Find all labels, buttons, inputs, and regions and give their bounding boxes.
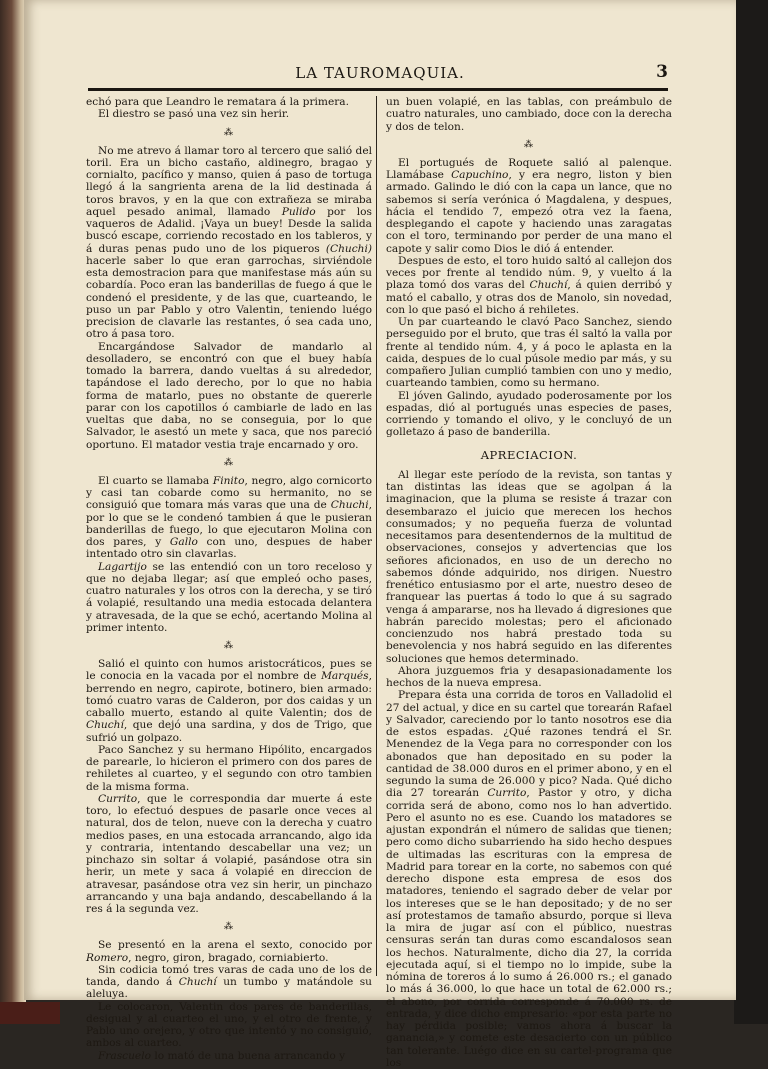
paragraph: Se presentó en la arena el sexto, conocido por Romero, negro, giron, bragado, corniabierto. <box>86 939 372 964</box>
paragraph: Ahora juzguemos fria y desapasionadamente los hechos de la nueva empresa. <box>386 664 672 689</box>
header-rule <box>88 88 668 91</box>
paragraph: Un par cuarteando le clavó Paco Sanchez, siendo perseguido por el bruto, que tras él saltó la valla por frente al tendido núm. 4, y á poco le aplasta en la caida, despues de lo cual púsole medio par más, y su compañero Julian cumplió tambien con uno y medio, cuarteando tambien, como su hermano. <box>386 316 672 390</box>
paragraph: Despues de esto, el toro huido saltó al callejon dos veces por frente al tendido núm. 9, y vuelto á la plaza tomó dos varas del Chuchí, á quien derribó y mató el caballo, y otras dos de Manolo, sin novedad, con lo que pasó el bicho á rehiletes. <box>386 254 673 316</box>
newspaper-page <box>24 0 736 1069</box>
paragraph: Paco Sanchez y su hermano Hipólito, encargados de parearle, lo hicieron el primero con dos pares de rehiletes al cuarteo, y el segundo con otro tambien de la misma forma. <box>86 743 372 793</box>
asterism-divider: ⁂ <box>224 457 234 468</box>
book-binding-corner <box>0 1002 60 1024</box>
paragraph: Frascuelo lo mató de una buena arrancando y <box>98 1049 346 1062</box>
book-binding-left <box>0 0 26 1024</box>
paragraph: No me atrevo á llamar toro al tercero que salió del toril. Era un bicho castaño, aldinegro, bragao y cornialto, pacífico y manso, quien á paso de tortuga llegó á la sangrienta arena de la lid destinada á toros bravos, y en la que con extrañeza se miraba aquel pesado animal, llamado Pulido por los vaqueros de Adalid. ¡Vaya un buey! Desde la salida buscó escape, corriendo recostado en los tableros, y á duras penas pudo uno de los piqueros (Chuchi) hacerle saber lo que eran garrochas, sirviéndole esta demostracion para que manifestase más aún su cobardía. Poco eran las banderillas de fuego á que le condenó el presidente, y de las que, cuarteando, le puso un par Pablo y otro Valentin, teniendo luégo precision de clavarle las restantes, ó sea cada uno, otro á pasa toro. <box>86 144 372 341</box>
paragraph: El jóven Galindo, ayudado poderosamente por los espadas, dió al portugués unas especies de pases, corriendo y tomando el olivo, y le concluyó de un golletazo á paso de banderilla. <box>386 389 672 439</box>
page-header <box>24 60 736 88</box>
asterism-divider: ⁂ <box>224 922 234 933</box>
right-column <box>386 96 672 1069</box>
paragraph: Sin codicia tomó tres varas de cada uno de los de tanda, dando á Chuchí un tumbo y matándole su aleluya. <box>86 963 373 1001</box>
left-column <box>86 96 372 1062</box>
paragraph: Al llegar este período de la revista, son tantas y tan distintas las ideas que se agolpan á la imaginacion, que la pluma se resiste á trazar con desembarazo el juicio que merecen los hechos consumados; y no pequeña fuerza de voluntad necesitamos para desentendernos de la multitud de observaciones, consejos y advertencias que los señores aficionados, en uso de un derecho no sabemos dónde adquirido, nos dirigen. Nuestro frenético entusiasmo por el arte, nuestro deseo de franquear las puertas á todo lo que á su sagrado venga á ampararse, nos ha llevado á digresiones que habrán parecido molestas; pero el aficionado concienzudo nos habrá prestado toda su benevolencia y nos habrá seguido en las diferentes soluciones que hemos determinado. <box>386 468 672 665</box>
paragraph: Le colocaron, Valentin dos pares de banderillas, desigual y al cuarteo el uno, y el otro de frente, y Pablo uno orejero, y otro que intentó y no consiguió, ambos al cuarteo. <box>86 1000 372 1050</box>
paragraph: Lagartijo se las entendió con un toro receloso y que no dejaba llegar; así que empleó ocho pases, cuatro naturales y los otros con la derecha, y se tiró á volapié, resultando una media estocada delantera y atravesada, de la que se echó, acertando Molina al primer intento. <box>86 560 372 634</box>
paragraph: echó para que Leandro le rematara á la primera. <box>86 96 349 108</box>
paragraph: El diestro se pasó una vez sin herir. <box>98 108 290 121</box>
paragraph: Prepara ésta una corrida de toros en Valladolid el 27 del actual, y dice en su cartel que torearán Rafael y Salvador, careciendo por lo tanto nosotros ese dia de estos espadas. ¿Qué razones tendrá el Sr. Menendez de la Vega para no corresponder con los abonados que han depositado en su poder la cantidad de 38.000 duros en el primer abono, y en el segundo la suma de 26.000 y pico? Nada. Qué dicho dia 27 torearán Currito, Pastor y otro, y dicha corrida será de abono, como nos lo han advertido. Pero el asunto no es ese. Cuando los matadores se ajustan expondrán el número de salidas que tienen; pero como dicho subarriendo ha sido hecho despues de ultimadas las escrituras con la empresa de Madrid para torear en la corte, no sabemos con qué derecho dispone esta empresa de esos dos matadores, teniendo el sagrado deber de velar por los intereses que se le han depositado; y de no ser así protestamos de tamaño absurdo, porque si lleva la mira de jugar así con el público, nuestras censuras serán tan duras como escandalosos sean los hechos. Naturalmente, dicho dia 27, la corrida ejecutada aquí, si el tiempo no lo impide, sube la nómina de toreros á lo sumo á 26.000 rs.; el ganado lo más á 36.000, lo que hace un total de 62.000 rs.; el abono, por corrida corresponde á 70.000 rs. de entrada, y dice dicho empresario: «por esta parte no hay pérdida posible; vamos ahora á buscar la ganancia,» y comete este desacierto con un público tan tolerante. Luégo dice en su cartel-programa que los <box>386 689 672 1069</box>
paragraph: El portugués de Roquete salió al palenque. Llamábase Capuchino, y era negro, liston y bien armado. Galindo le dió con la capa un lance, que no sabemos si sería verónica ó Magdalena, y despues, hácia el tendido 7, empezó otra vez la faena, desplegando el capote y haciendo unas zaragatas con el toro, terminando por perder de una mano el capote y salir como Dios le dió á entender. <box>386 156 672 255</box>
asterism-divider: ⁂ <box>224 641 234 651</box>
asterism-divider: ⁂ <box>524 139 534 150</box>
running-title: LA TAUROMAQUIA. <box>295 64 465 82</box>
paragraph: Encargándose Salvador de mandarlo al desolladero, se encontró con que el buey había tomado la barrera, dando vueltas á su alrededor, tapándose el lado derecho, por lo que no habia forma de matarlo, pues no obstante de quererle parar con los capotillos ó cambiarle de lado en las vueltas que daba, no se conseguia, por lo que Salvador, le asestó un mete y saca, que nos pareció oportuno. El matador vestia traje encarnado y oro. <box>86 340 372 451</box>
page-edge-shadow <box>734 0 768 1024</box>
paragraph: Salió el quinto con humos aristocráticos, pues se le conocia en la vacada por el nombre de Marqués, berrendo en negro, capirote, botinero, bien armado: tomó cuatro varas de Calderon, por dos caidas y un caballo muerto, estando al quite Valentin; dos de Chuchí, que dejó una sardina, y dos de Trigo, que sufrió un golpazo. <box>86 658 372 744</box>
paragraph: un buen volapié, en las tablas, con preámbulo de cuatro naturales, uno cambiado, doce con la derecha y dos de telon. <box>386 96 672 133</box>
section-heading: APRECIACION. <box>480 447 578 462</box>
page-number: 3 <box>656 62 668 82</box>
column-divider <box>376 96 377 976</box>
paragraph: Currito, que le correspondia dar muerte á este toro, lo efectuó despues de pasarle once veces al natural, dos de telon, nueve con la derecha y cuatro medios pases, en una estocada arrancando, algo ida y contraria, intentando descabellar una vez; un pinchazo sin soltar á volapié, pasándose otra sin herir, un mete y saca á volapié en direccion de atravesar, pasándose otra vez sin herir, un pinchazo arrancando y una baja andando, descabellando á la res á la segunda vez. <box>86 792 372 915</box>
paragraph: El cuarto se llamaba Finito, negro, algo cornicorto y casi tan cobarde como su hermanito, no se consiguió que tomara más varas que una de Chuchi, por lo que se le condenó tambien á que le pusieran banderillas de fuego, lo que ejecutaron Molina con dos pares, y Gallo con uno, despues de haber intentado otro sin clavarlas. <box>86 474 372 561</box>
asterism-divider: ⁂ <box>224 127 234 138</box>
